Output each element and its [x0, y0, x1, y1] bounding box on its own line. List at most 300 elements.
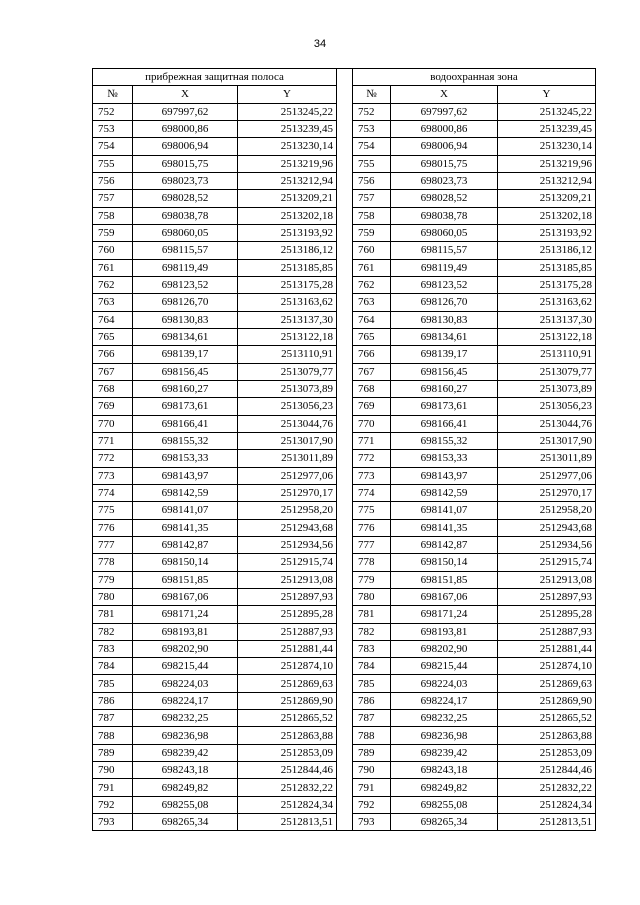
table-row [93, 242, 596, 259]
right-cell-y: 2512895,28 [498, 606, 596, 623]
right-cell-num: 767 [353, 363, 391, 380]
table-row [93, 814, 596, 831]
table-gap [337, 398, 353, 415]
right-cell-y: 2513212,94 [498, 172, 596, 189]
right-cell-x: 698141,07 [391, 502, 498, 519]
left-cell-y: 2512977,06 [238, 467, 337, 484]
right-cell-y: 2513245,22 [498, 103, 596, 120]
table-gap [337, 224, 353, 241]
table-row [93, 675, 596, 692]
right-cell-num: 791 [353, 779, 391, 796]
left-cell-y: 2513110,91 [238, 346, 337, 363]
left-cell-y: 2513202,18 [238, 207, 337, 224]
left-cell-x: 698265,34 [133, 814, 238, 831]
left-cell-num: 754 [93, 138, 133, 155]
table-gap [337, 69, 353, 86]
right-cell-num: 786 [353, 692, 391, 709]
left-cell-x: 698115,57 [133, 242, 238, 259]
left-cell-x: 698153,33 [133, 450, 238, 467]
table-row [93, 536, 596, 553]
left-cell-y: 2513175,28 [238, 276, 337, 293]
left-cell-y: 2513185,85 [238, 259, 337, 276]
table-row [93, 623, 596, 640]
right-cell-num: 783 [353, 640, 391, 657]
right-cell-num: 780 [353, 588, 391, 605]
left-cell-y: 2512895,28 [238, 606, 337, 623]
left-cell-y: 2513079,77 [238, 363, 337, 380]
left-cell-num: 765 [93, 328, 133, 345]
right-cell-num: 756 [353, 172, 391, 189]
left-cell-num: 777 [93, 536, 133, 553]
table-gap [337, 103, 353, 120]
left-cell-num: 793 [93, 814, 133, 831]
right-cell-num: 793 [353, 814, 391, 831]
table-row [93, 744, 596, 761]
left-cell-x: 698134,61 [133, 328, 238, 345]
left-cell-y: 2513239,45 [238, 120, 337, 137]
left-cell-y: 2513186,12 [238, 242, 337, 259]
left-header-num: № [93, 86, 133, 103]
table-row [93, 346, 596, 363]
right-cell-y: 2513219,96 [498, 155, 596, 172]
left-cell-num: 775 [93, 502, 133, 519]
right-cell-num: 778 [353, 554, 391, 571]
left-cell-y: 2513193,92 [238, 224, 337, 241]
right-cell-y: 2512844,46 [498, 762, 596, 779]
right-cell-x: 698150,14 [391, 554, 498, 571]
left-cell-x: 698023,73 [133, 172, 238, 189]
table-row [93, 467, 596, 484]
right-cell-y: 2512915,74 [498, 554, 596, 571]
table-gap [337, 172, 353, 189]
left-cell-y: 2512943,68 [238, 519, 337, 536]
right-cell-y: 2513239,45 [498, 120, 596, 137]
table-gap [337, 467, 353, 484]
table-row [93, 692, 596, 709]
left-cell-y: 2512869,90 [238, 692, 337, 709]
left-cell-y: 2513011,89 [238, 450, 337, 467]
table-gap [337, 571, 353, 588]
left-cell-num: 772 [93, 450, 133, 467]
right-cell-x: 698000,86 [391, 120, 498, 137]
right-cell-y: 2512869,90 [498, 692, 596, 709]
right-cell-y: 2512869,63 [498, 675, 596, 692]
left-cell-num: 792 [93, 796, 133, 813]
section-title-row [93, 69, 596, 86]
right-cell-num: 772 [353, 450, 391, 467]
right-cell-y: 2512853,09 [498, 744, 596, 761]
right-header-x: X [391, 86, 498, 103]
table-row [93, 311, 596, 328]
right-cell-num: 764 [353, 311, 391, 328]
right-cell-num: 768 [353, 380, 391, 397]
right-cell-x: 698142,59 [391, 484, 498, 501]
table-row [93, 207, 596, 224]
left-cell-num: 786 [93, 692, 133, 709]
left-cell-num: 788 [93, 727, 133, 744]
right-cell-y: 2512934,56 [498, 536, 596, 553]
right-cell-x: 698224,17 [391, 692, 498, 709]
right-cell-x: 698023,73 [391, 172, 498, 189]
left-cell-y: 2513056,23 [238, 398, 337, 415]
right-cell-num: 752 [353, 103, 391, 120]
left-header-x: X [133, 86, 238, 103]
right-cell-x: 698060,05 [391, 224, 498, 241]
left-cell-y: 2513245,22 [238, 103, 337, 120]
right-cell-x: 698134,61 [391, 328, 498, 345]
table-gap [337, 380, 353, 397]
right-cell-x: 698141,35 [391, 519, 498, 536]
table-row [93, 328, 596, 345]
left-cell-num: 784 [93, 658, 133, 675]
table-row [93, 502, 596, 519]
right-cell-y: 2512977,06 [498, 467, 596, 484]
left-cell-y: 2512897,93 [238, 588, 337, 605]
table-row [93, 415, 596, 432]
left-cell-num: 778 [93, 554, 133, 571]
right-cell-x: 698038,78 [391, 207, 498, 224]
left-cell-y: 2512863,88 [238, 727, 337, 744]
right-cell-x: 698167,06 [391, 588, 498, 605]
table-row [93, 484, 596, 501]
left-cell-num: 761 [93, 259, 133, 276]
right-cell-num: 770 [353, 415, 391, 432]
left-cell-x: 698119,49 [133, 259, 238, 276]
left-header-y: Y [238, 86, 337, 103]
table-gap [337, 86, 353, 103]
right-cell-num: 771 [353, 432, 391, 449]
right-cell-y: 2513122,18 [498, 328, 596, 345]
table-row [93, 588, 596, 605]
right-cell-y: 2512897,93 [498, 588, 596, 605]
table-gap [337, 519, 353, 536]
table-row [93, 103, 596, 120]
right-cell-num: 765 [353, 328, 391, 345]
table-row [93, 727, 596, 744]
right-cell-num: 775 [353, 502, 391, 519]
table-gap [337, 796, 353, 813]
right-cell-x: 698115,57 [391, 242, 498, 259]
left-cell-x: 698126,70 [133, 294, 238, 311]
table-gap [337, 207, 353, 224]
table-gap [337, 155, 353, 172]
left-cell-num: 773 [93, 467, 133, 484]
right-cell-x: 698126,70 [391, 294, 498, 311]
right-cell-y: 2513017,90 [498, 432, 596, 449]
right-cell-num: 784 [353, 658, 391, 675]
table-row [93, 658, 596, 675]
right-cell-x: 698239,42 [391, 744, 498, 761]
left-cell-x: 698130,83 [133, 311, 238, 328]
right-cell-y: 2512970,17 [498, 484, 596, 501]
right-cell-y: 2513110,91 [498, 346, 596, 363]
left-cell-y: 2513230,14 [238, 138, 337, 155]
left-cell-x: 698141,07 [133, 502, 238, 519]
table-row [93, 606, 596, 623]
table-row [93, 172, 596, 189]
left-cell-x: 698028,52 [133, 190, 238, 207]
left-cell-x: 697997,62 [133, 103, 238, 120]
right-cell-x: 698123,52 [391, 276, 498, 293]
table-gap [337, 138, 353, 155]
left-cell-num: 767 [93, 363, 133, 380]
right-cell-num: 782 [353, 623, 391, 640]
left-cell-y: 2512881,44 [238, 640, 337, 657]
right-cell-y: 2513185,85 [498, 259, 596, 276]
table-gap [337, 536, 353, 553]
left-cell-num: 756 [93, 172, 133, 189]
right-cell-y: 2513056,23 [498, 398, 596, 415]
left-cell-num: 791 [93, 779, 133, 796]
left-cell-x: 698239,42 [133, 744, 238, 761]
left-cell-x: 698160,27 [133, 380, 238, 397]
right-cell-x: 698166,41 [391, 415, 498, 432]
right-cell-x: 698142,87 [391, 536, 498, 553]
left-cell-x: 698236,98 [133, 727, 238, 744]
table-gap [337, 640, 353, 657]
right-cell-x: 698171,24 [391, 606, 498, 623]
right-cell-num: 761 [353, 259, 391, 276]
right-cell-num: 759 [353, 224, 391, 241]
right-cell-x: 697997,62 [391, 103, 498, 120]
left-cell-num: 790 [93, 762, 133, 779]
left-cell-x: 698142,87 [133, 536, 238, 553]
left-cell-x: 698038,78 [133, 207, 238, 224]
right-cell-x: 698160,27 [391, 380, 498, 397]
left-cell-num: 760 [93, 242, 133, 259]
right-cell-y: 2512881,44 [498, 640, 596, 657]
right-section-title: водоохранная зона [353, 69, 596, 86]
table-row [93, 519, 596, 536]
right-cell-y: 2513186,12 [498, 242, 596, 259]
table-row [93, 259, 596, 276]
left-cell-num: 752 [93, 103, 133, 120]
right-cell-num: 753 [353, 120, 391, 137]
right-cell-x: 698193,81 [391, 623, 498, 640]
right-cell-y: 2512813,51 [498, 814, 596, 831]
left-cell-x: 698000,86 [133, 120, 238, 137]
right-cell-num: 754 [353, 138, 391, 155]
right-cell-x: 698156,45 [391, 363, 498, 380]
left-cell-num: 762 [93, 276, 133, 293]
left-cell-y: 2513212,94 [238, 172, 337, 189]
left-cell-y: 2512958,20 [238, 502, 337, 519]
left-cell-num: 769 [93, 398, 133, 415]
left-cell-x: 698202,90 [133, 640, 238, 657]
left-cell-y: 2512844,46 [238, 762, 337, 779]
right-cell-y: 2513193,92 [498, 224, 596, 241]
right-cell-num: 763 [353, 294, 391, 311]
right-cell-x: 698155,32 [391, 432, 498, 449]
coordinates-table [92, 68, 596, 831]
left-cell-num: 785 [93, 675, 133, 692]
left-cell-y: 2512832,22 [238, 779, 337, 796]
table-gap [337, 554, 353, 571]
right-cell-num: 789 [353, 744, 391, 761]
table-row [93, 190, 596, 207]
right-cell-x: 698151,85 [391, 571, 498, 588]
right-cell-x: 698265,34 [391, 814, 498, 831]
right-cell-num: 781 [353, 606, 391, 623]
right-cell-y: 2513163,62 [498, 294, 596, 311]
table-row [93, 710, 596, 727]
left-cell-y: 2512934,56 [238, 536, 337, 553]
table-row [93, 224, 596, 241]
right-cell-num: 777 [353, 536, 391, 553]
table-gap [337, 190, 353, 207]
column-header-row [93, 86, 596, 103]
left-cell-num: 758 [93, 207, 133, 224]
right-cell-x: 698153,33 [391, 450, 498, 467]
right-cell-x: 698215,44 [391, 658, 498, 675]
table-row [93, 571, 596, 588]
right-cell-num: 785 [353, 675, 391, 692]
left-cell-y: 2513219,96 [238, 155, 337, 172]
table-row [93, 380, 596, 397]
left-cell-num: 774 [93, 484, 133, 501]
table-row [93, 762, 596, 779]
right-cell-num: 766 [353, 346, 391, 363]
table-gap [337, 658, 353, 675]
table-gap [337, 363, 353, 380]
right-cell-x: 698119,49 [391, 259, 498, 276]
table-gap [337, 502, 353, 519]
left-cell-x: 698224,17 [133, 692, 238, 709]
right-cell-y: 2513044,76 [498, 415, 596, 432]
right-cell-x: 698139,17 [391, 346, 498, 363]
right-cell-y: 2513230,14 [498, 138, 596, 155]
table-row [93, 294, 596, 311]
left-cell-x: 698155,32 [133, 432, 238, 449]
right-cell-num: 755 [353, 155, 391, 172]
left-cell-x: 698156,45 [133, 363, 238, 380]
right-cell-x: 698173,61 [391, 398, 498, 415]
left-cell-y: 2512865,52 [238, 710, 337, 727]
left-cell-y: 2513044,76 [238, 415, 337, 432]
right-cell-y: 2512832,22 [498, 779, 596, 796]
left-cell-num: 776 [93, 519, 133, 536]
left-cell-num: 787 [93, 710, 133, 727]
right-cell-y: 2512865,52 [498, 710, 596, 727]
right-header-num: № [353, 86, 391, 103]
table-gap [337, 242, 353, 259]
table-row [93, 120, 596, 137]
left-cell-x: 698249,82 [133, 779, 238, 796]
left-cell-y: 2513163,62 [238, 294, 337, 311]
left-cell-y: 2512913,08 [238, 571, 337, 588]
table-gap [337, 779, 353, 796]
left-cell-num: 766 [93, 346, 133, 363]
left-cell-x: 698015,75 [133, 155, 238, 172]
table-row [93, 432, 596, 449]
table-gap [337, 623, 353, 640]
right-cell-num: 774 [353, 484, 391, 501]
right-cell-y: 2512958,20 [498, 502, 596, 519]
table-gap [337, 276, 353, 293]
left-cell-x: 698139,17 [133, 346, 238, 363]
right-cell-num: 762 [353, 276, 391, 293]
table-gap [337, 259, 353, 276]
right-cell-num: 788 [353, 727, 391, 744]
left-cell-y: 2513122,18 [238, 328, 337, 345]
table-row [93, 779, 596, 796]
table-row [93, 363, 596, 380]
right-cell-x: 698130,83 [391, 311, 498, 328]
right-cell-num: 757 [353, 190, 391, 207]
left-cell-y: 2512853,09 [238, 744, 337, 761]
left-cell-num: 781 [93, 606, 133, 623]
table-gap [337, 311, 353, 328]
table-gap [337, 606, 353, 623]
right-cell-y: 2512874,10 [498, 658, 596, 675]
right-cell-num: 776 [353, 519, 391, 536]
right-header-y: Y [498, 86, 596, 103]
left-cell-num: 755 [93, 155, 133, 172]
right-cell-num: 779 [353, 571, 391, 588]
left-cell-x: 698141,35 [133, 519, 238, 536]
left-cell-y: 2512887,93 [238, 623, 337, 640]
left-cell-x: 698193,81 [133, 623, 238, 640]
right-cell-x: 698243,18 [391, 762, 498, 779]
left-cell-y: 2513073,89 [238, 380, 337, 397]
left-cell-num: 759 [93, 224, 133, 241]
left-cell-x: 698150,14 [133, 554, 238, 571]
left-cell-num: 757 [93, 190, 133, 207]
table-gap [337, 710, 353, 727]
left-cell-x: 698224,03 [133, 675, 238, 692]
right-cell-num: 773 [353, 467, 391, 484]
table-gap [337, 588, 353, 605]
left-cell-y: 2512824,34 [238, 796, 337, 813]
left-cell-x: 698006,94 [133, 138, 238, 155]
right-cell-y: 2512887,93 [498, 623, 596, 640]
right-cell-num: 790 [353, 762, 391, 779]
table-gap [337, 328, 353, 345]
left-cell-x: 698243,18 [133, 762, 238, 779]
left-cell-x: 698060,05 [133, 224, 238, 241]
right-cell-y: 2512824,34 [498, 796, 596, 813]
right-cell-x: 698143,97 [391, 467, 498, 484]
left-cell-num: 771 [93, 432, 133, 449]
right-cell-x: 698236,98 [391, 727, 498, 744]
left-cell-num: 780 [93, 588, 133, 605]
right-cell-x: 698202,90 [391, 640, 498, 657]
table-row [93, 138, 596, 155]
table-gap [337, 727, 353, 744]
left-cell-x: 698215,44 [133, 658, 238, 675]
left-cell-x: 698232,25 [133, 710, 238, 727]
right-cell-y: 2513137,30 [498, 311, 596, 328]
table-row [93, 450, 596, 467]
right-cell-y: 2512863,88 [498, 727, 596, 744]
right-cell-x: 698249,82 [391, 779, 498, 796]
right-cell-x: 698015,75 [391, 155, 498, 172]
left-cell-y: 2513209,21 [238, 190, 337, 207]
left-cell-x: 698151,85 [133, 571, 238, 588]
right-cell-num: 769 [353, 398, 391, 415]
table-row [93, 398, 596, 415]
right-cell-y: 2513011,89 [498, 450, 596, 467]
right-cell-y: 2512913,08 [498, 571, 596, 588]
left-cell-num: 770 [93, 415, 133, 432]
right-cell-y: 2513073,89 [498, 380, 596, 397]
right-cell-x: 698028,52 [391, 190, 498, 207]
left-cell-num: 789 [93, 744, 133, 761]
table-gap [337, 450, 353, 467]
table-row [93, 640, 596, 657]
left-cell-x: 698142,59 [133, 484, 238, 501]
left-cell-x: 698166,41 [133, 415, 238, 432]
